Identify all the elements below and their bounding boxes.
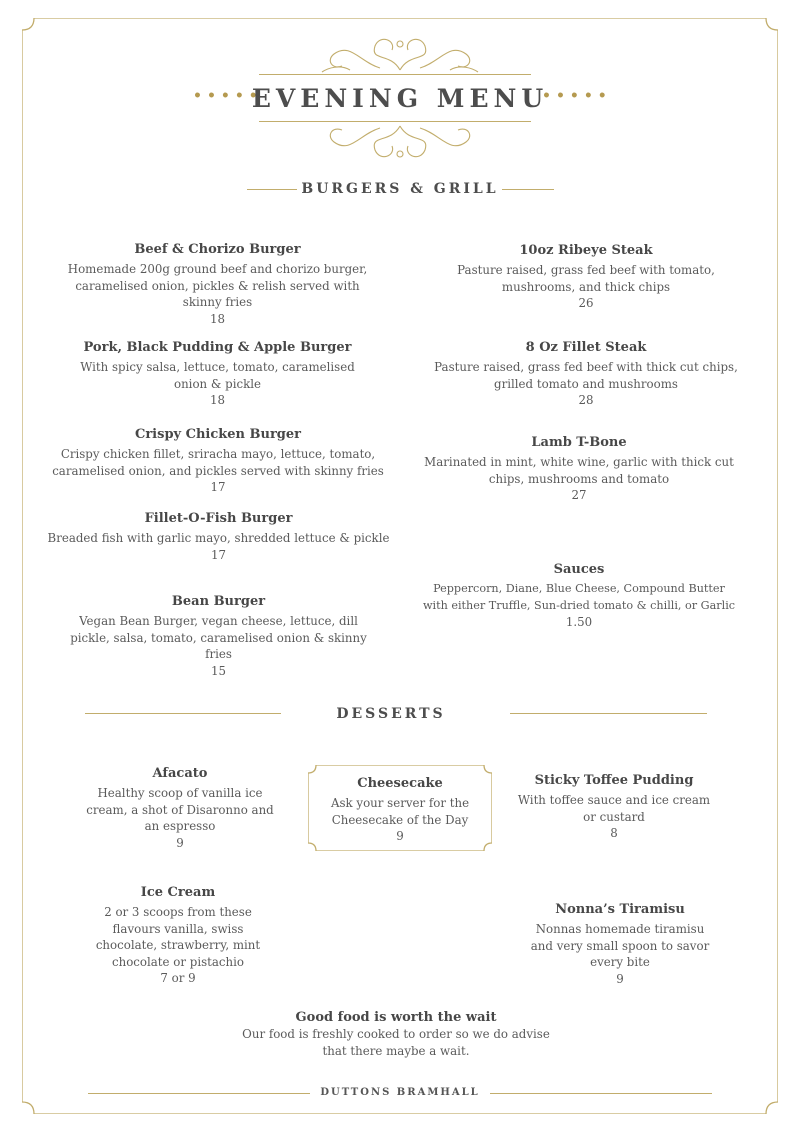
dessert-item-featured: [318, 776, 482, 845]
item-price: 9: [396, 829, 404, 843]
burgers-right-rule: [502, 189, 554, 190]
item-name: Sticky Toffee Pudding: [534, 773, 694, 788]
item-name: 8 Oz Fillet Steak: [525, 340, 647, 355]
bottom-flourish-ornament: [320, 124, 480, 164]
notice-text: Our food is freshly cooked to order so we do advise that there maybe a wait.: [242, 1027, 550, 1058]
menu-item: [60, 594, 377, 679]
item-description: Healthy scoop of vanilla ice cream, a shot of Disaronno and an espresso: [86, 786, 274, 833]
item-name: Crispy Chicken Burger: [134, 427, 302, 442]
item-price: 18: [209, 311, 225, 326]
title-bottom-rule: [259, 121, 531, 122]
item-description: With toffee sauce and ice cream or custard: [517, 793, 711, 824]
item-name: Fillet-O-Fish Burger: [144, 511, 293, 526]
menu-item: [415, 340, 757, 409]
item-description: Pasture raised, grass fed beef with tomato, mushrooms, and thick chips: [457, 263, 715, 294]
wait-notice: [230, 1010, 562, 1059]
item-price: 15: [210, 663, 226, 678]
item-price: 1.50: [565, 615, 593, 629]
desserts-section-heading: DESSERTS: [336, 706, 446, 722]
item-description: Vegan Bean Burger, vegan cheese, lettuce, dill pickle, salsa, tomato, caramelised onion & skinny fries: [70, 614, 367, 661]
menu-item: [50, 242, 385, 327]
title-right-dots: •••••: [542, 88, 612, 104]
menu-item: [422, 435, 736, 504]
item-name: Afacato: [152, 766, 208, 781]
item-name: 10oz Ribeye Steak: [519, 243, 653, 258]
item-name: Nonna’s Tiramisu: [555, 902, 685, 917]
footer-right-rule: [490, 1093, 712, 1094]
footer-venue-name: DUTTONS BRAMHALL: [320, 1087, 480, 1098]
desserts-right-rule: [510, 713, 707, 714]
item-name: Lamb T-Bone: [531, 435, 627, 450]
item-name: Ice Cream: [140, 885, 216, 900]
item-description: Peppercorn, Diane, Blue Cheese, Compound Butter with either Truffle, Sun-dried tomato & chilli, or Garlic: [422, 582, 736, 612]
item-name: Beef & Chorizo Burger: [134, 242, 301, 257]
item-price: 9: [616, 971, 624, 986]
item-name: Sauces: [553, 562, 605, 577]
title-top-rule: [259, 74, 531, 75]
page-title: EVENING MENU: [251, 84, 549, 113]
burgers-left-rule: [247, 189, 297, 190]
item-description: Nonnas homemade tiramisu and very small spoon to savor every bite: [530, 922, 710, 969]
item-description: 2 or 3 scoops from these flavours vanilla, swiss chocolate, strawberry, mint chocolate or pistachio: [95, 905, 261, 969]
item-price: 26: [578, 296, 594, 310]
menu-item: [48, 427, 388, 496]
item-price: 17: [210, 547, 226, 562]
dessert-item: [78, 885, 278, 987]
item-price: 27: [571, 488, 587, 502]
dessert-item: [514, 773, 714, 842]
item-name: Pork, Black Pudding & Apple Burger: [83, 340, 352, 355]
item-description: Pasture raised, grass fed beef with thick cut chips, grilled tomato and mushrooms: [434, 360, 738, 391]
item-description: Homemade 200g ground beef and chorizo burger, caramelised onion, pickles & relish served with skinny fries: [67, 262, 368, 309]
item-description: Crispy chicken fillet, sriracha mayo, lettuce, tomato, caramelised onion, and pickles served with skinny fries: [52, 447, 384, 478]
title-left-dots: •••••: [193, 88, 263, 104]
item-description: Breaded fish with garlic mayo, shredded lettuce & pickle: [47, 531, 390, 545]
top-flourish-ornament: [320, 32, 480, 74]
dessert-item: [80, 766, 280, 851]
item-name: Cheesecake: [357, 776, 443, 791]
item-description: Marinated in mint, white wine, garlic with thick cut chips, mushrooms and tomato: [424, 455, 734, 486]
item-price: 18: [209, 393, 225, 407]
menu-item: [430, 243, 742, 312]
item-price: 7 or 9: [160, 971, 196, 985]
menu-item: [75, 340, 360, 409]
item-price: 17: [210, 480, 226, 494]
item-name: Bean Burger: [171, 594, 266, 609]
menu-item: [422, 562, 736, 631]
desserts-left-rule: [85, 713, 281, 714]
item-description: Ask your server for the Cheesecake of the Day: [330, 796, 470, 827]
item-price: 28: [578, 393, 594, 407]
menu-item: [40, 511, 397, 563]
item-description: With spicy salsa, lettuce, tomato, caramelised onion & pickle: [80, 360, 355, 391]
burgers-section-heading: BURGERS & GRILL: [301, 181, 499, 197]
item-price: 9: [176, 835, 184, 850]
dessert-item: [520, 902, 720, 987]
item-price: 8: [610, 826, 618, 840]
notice-title: Good food is worth the wait: [295, 1010, 497, 1025]
